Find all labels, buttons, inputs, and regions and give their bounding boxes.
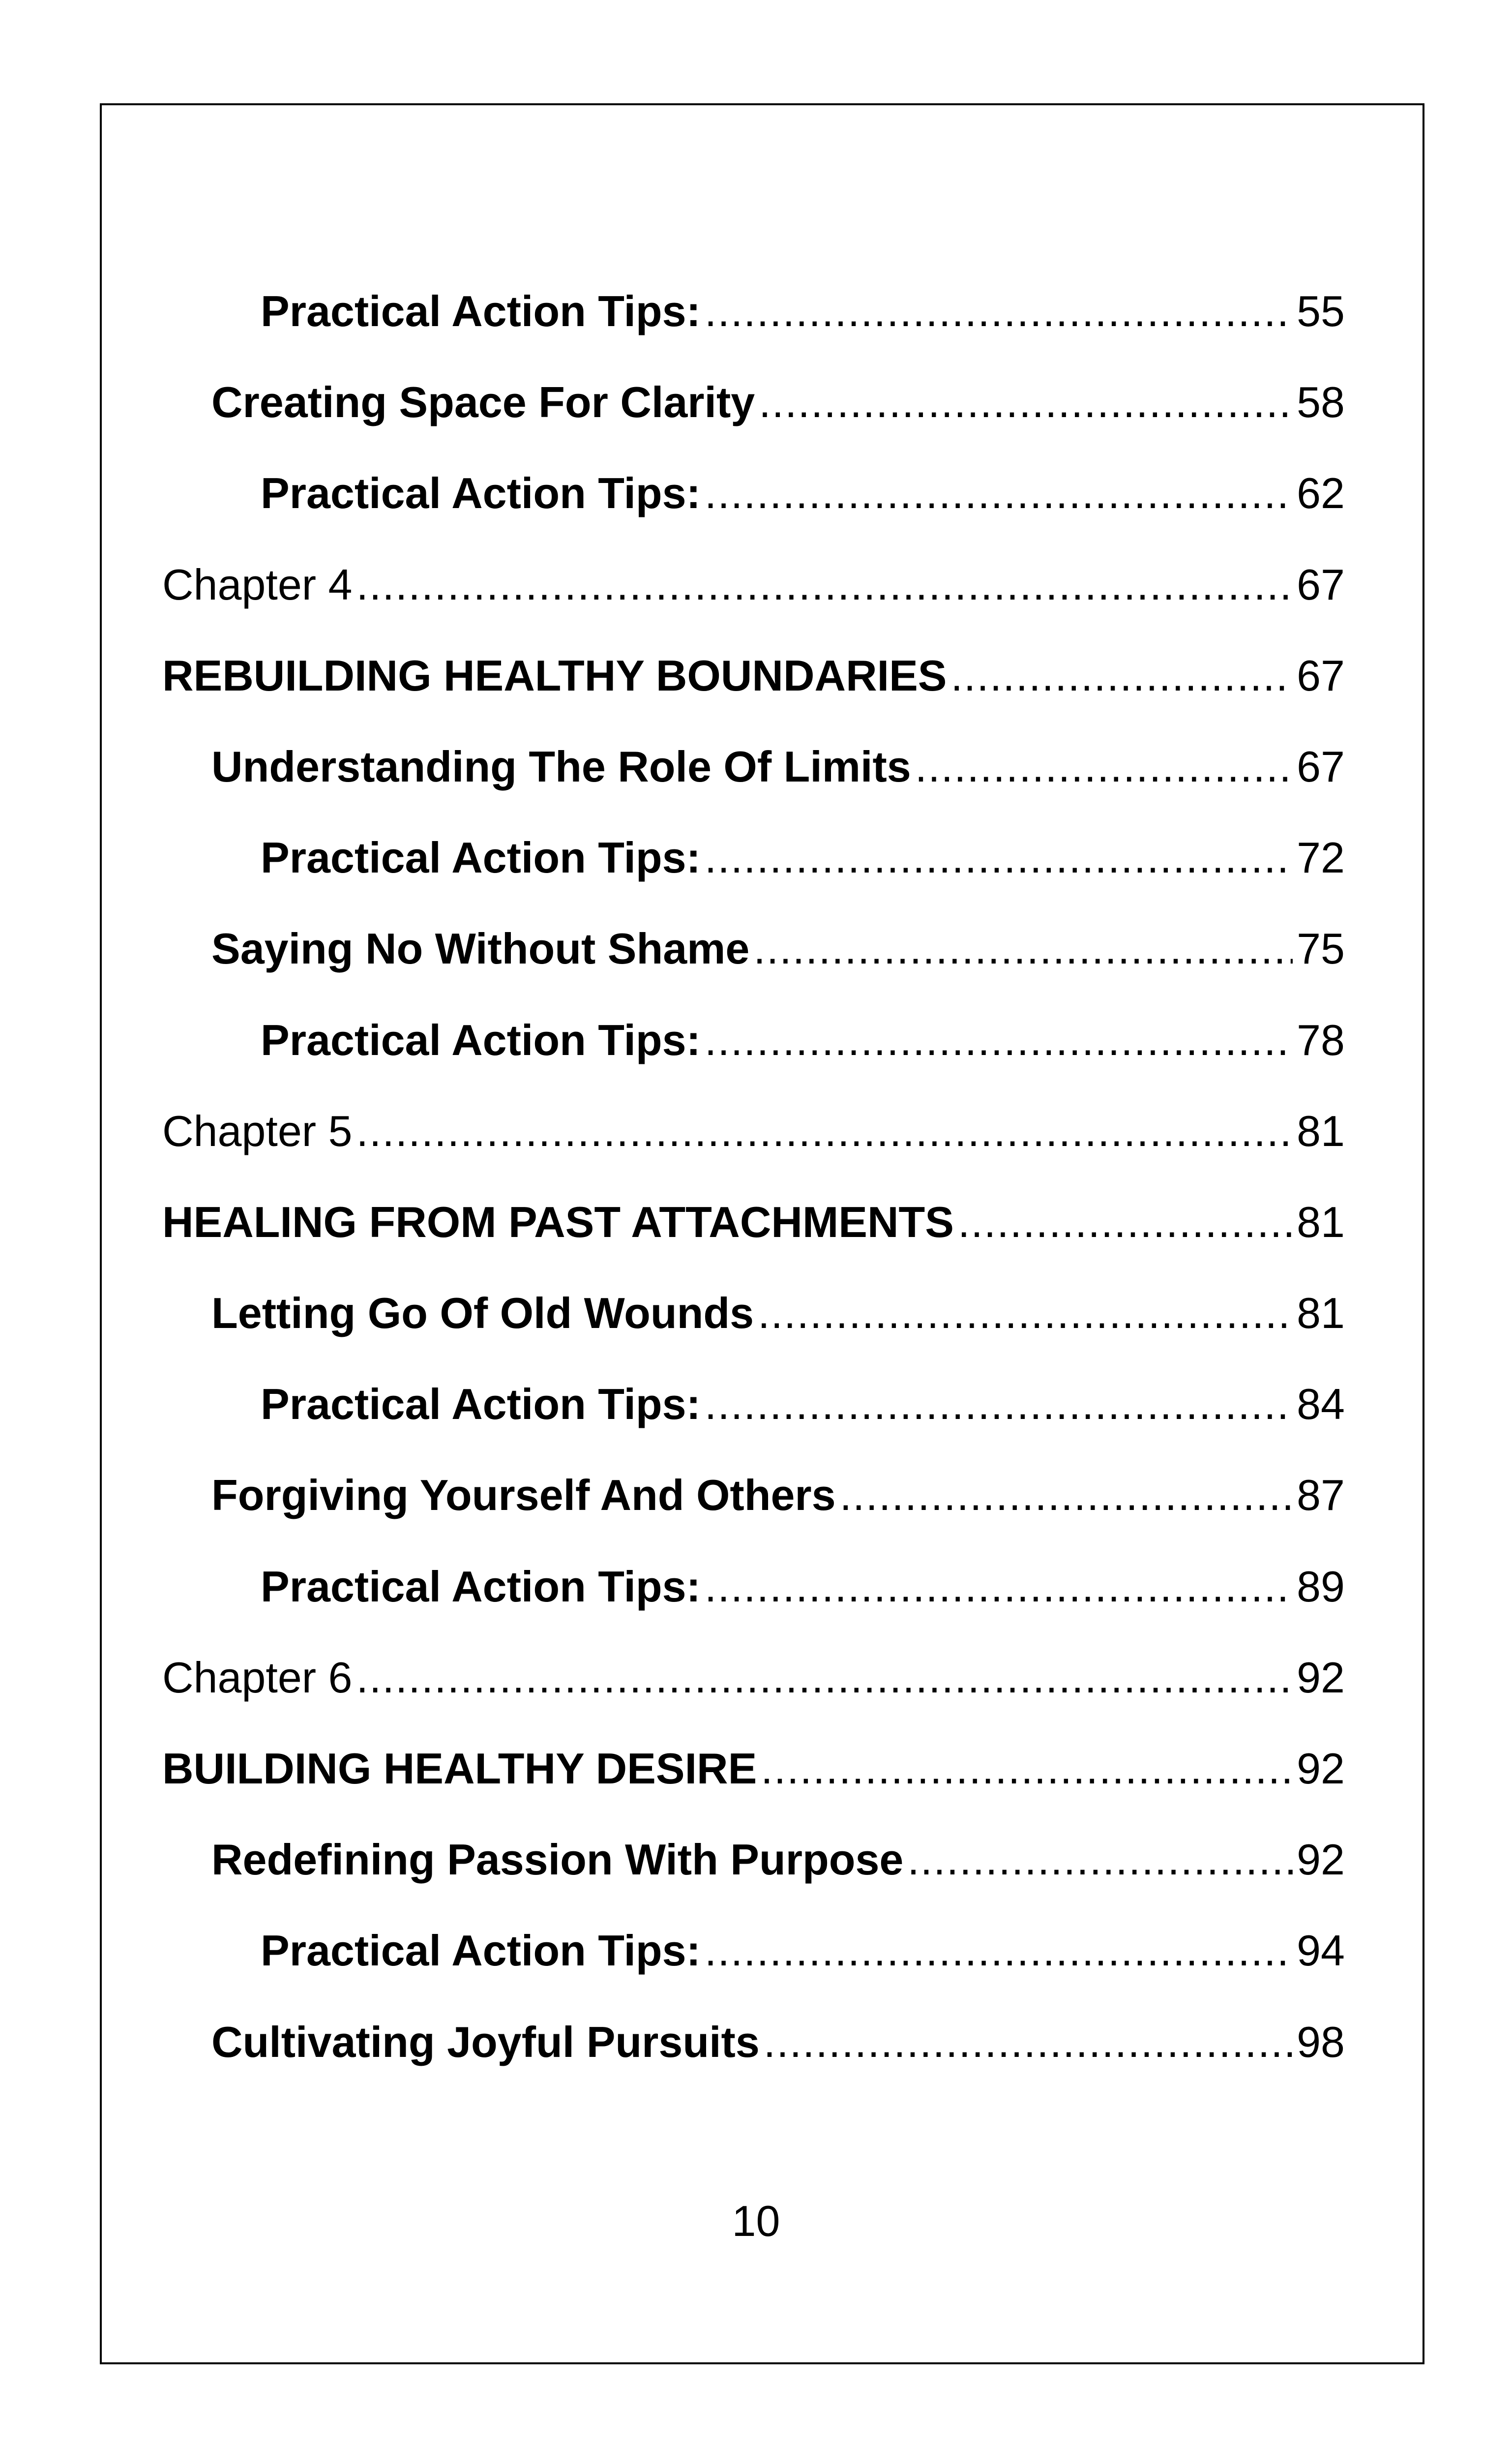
toc-entry-page: 81 (1297, 1106, 1345, 1155)
toc-entry-page: 78 (1297, 1015, 1345, 1064)
dot-leader (705, 812, 1293, 903)
toc-entry[interactable] (162, 1905, 1345, 1996)
toc-entry-title: Redefining Passion With Purpose (211, 1835, 904, 1884)
dot-leader (753, 903, 1293, 994)
dot-leader (915, 721, 1293, 812)
toc-entry-title: Practical Action Tips: (261, 1926, 701, 1975)
toc-entry-page: 87 (1297, 1471, 1345, 1520)
toc-entry-title: Chapter 4 (162, 560, 353, 609)
toc-entry-page: 75 (1297, 924, 1345, 973)
toc-entry-page: 67 (1297, 560, 1345, 609)
toc-entry[interactable] (162, 1723, 1345, 1814)
dot-leader (907, 1814, 1293, 1905)
dot-leader (764, 1996, 1293, 2087)
page-number: 10 (732, 2197, 780, 2245)
dot-leader (705, 1358, 1293, 1449)
toc-entry-page: 94 (1297, 1926, 1345, 1975)
toc-entry-page: 62 (1297, 469, 1345, 518)
dot-leader (840, 1449, 1293, 1540)
toc-entry[interactable] (162, 812, 1345, 903)
toc-entry[interactable] (162, 1632, 1345, 1723)
toc-entry-title: Creating Space For Clarity (211, 378, 755, 427)
table-of-contents (162, 266, 1345, 2087)
toc-entry[interactable] (162, 903, 1345, 994)
toc-entry-title: Chapter 6 (162, 1653, 353, 1702)
toc-entry-page: 92 (1297, 1653, 1345, 1702)
toc-entry-title: Practical Action Tips: (261, 287, 701, 335)
toc-entry[interactable] (162, 1449, 1345, 1540)
toc-entry[interactable] (162, 1086, 1345, 1176)
dot-leader (705, 1541, 1293, 1632)
dot-leader (761, 1723, 1293, 1814)
toc-entry-page: 92 (1297, 1835, 1345, 1884)
toc-entry-title: REBUILDING HEALTHY BOUNDARIES (162, 651, 947, 700)
dot-leader (950, 630, 1293, 721)
dot-leader (705, 995, 1293, 1086)
toc-entry-page: 67 (1297, 742, 1345, 791)
toc-entry-title: Chapter 5 (162, 1106, 353, 1155)
toc-entry[interactable] (162, 995, 1345, 1086)
dot-leader (758, 1267, 1293, 1358)
toc-entry-page: 81 (1297, 1197, 1345, 1246)
dot-leader (356, 1632, 1293, 1723)
toc-entry[interactable] (162, 1267, 1345, 1358)
dot-leader (356, 1086, 1293, 1176)
toc-entry[interactable] (162, 266, 1345, 357)
toc-entry-page: 72 (1297, 833, 1345, 882)
toc-entry[interactable] (162, 1358, 1345, 1449)
toc-entry-title: Practical Action Tips: (261, 1380, 701, 1429)
toc-entry-page: 81 (1297, 1289, 1345, 1338)
toc-entry-page: 55 (1297, 287, 1345, 335)
dot-leader (958, 1176, 1293, 1267)
toc-entry[interactable] (162, 539, 1345, 630)
toc-entry[interactable] (162, 357, 1345, 448)
toc-entry-title: Understanding The Role Of Limits (211, 742, 911, 791)
dot-leader (356, 539, 1293, 630)
toc-entry[interactable] (162, 1814, 1345, 1905)
toc-entry-page: 84 (1297, 1380, 1345, 1429)
toc-entry-title: BUILDING HEALTHY DESIRE (162, 1744, 757, 1793)
toc-entry-page: 98 (1297, 2017, 1345, 2066)
dot-leader (705, 448, 1293, 539)
toc-entry-page: 67 (1297, 651, 1345, 700)
toc-entry-title: HEALING FROM PAST ATTACHMENTS (162, 1197, 954, 1246)
dot-leader (705, 1905, 1293, 1996)
toc-entry[interactable] (162, 1541, 1345, 1632)
toc-entry-page: 92 (1297, 1744, 1345, 1793)
toc-entry-title: Cultivating Joyful Pursuits (211, 2017, 760, 2066)
toc-entry-page: 89 (1297, 1562, 1345, 1611)
toc-entry-page: 58 (1297, 378, 1345, 427)
toc-entry-title: Forgiving Yourself And Others (211, 1471, 836, 1520)
dot-leader (759, 357, 1293, 448)
toc-entry-title: Practical Action Tips: (261, 833, 701, 882)
toc-entry-title: Letting Go Of Old Wounds (211, 1289, 754, 1338)
toc-entry[interactable] (162, 1176, 1345, 1267)
toc-entry-title: Practical Action Tips: (261, 469, 701, 518)
toc-entry-title: Practical Action Tips: (261, 1015, 701, 1064)
toc-entry[interactable] (162, 1996, 1345, 2087)
toc-entry-title: Saying No Without Shame (211, 924, 750, 973)
toc-entry-title: Practical Action Tips: (261, 1562, 701, 1611)
toc-entry[interactable] (162, 721, 1345, 812)
toc-entry[interactable] (162, 448, 1345, 539)
dot-leader (705, 266, 1293, 357)
toc-entry[interactable] (162, 630, 1345, 721)
